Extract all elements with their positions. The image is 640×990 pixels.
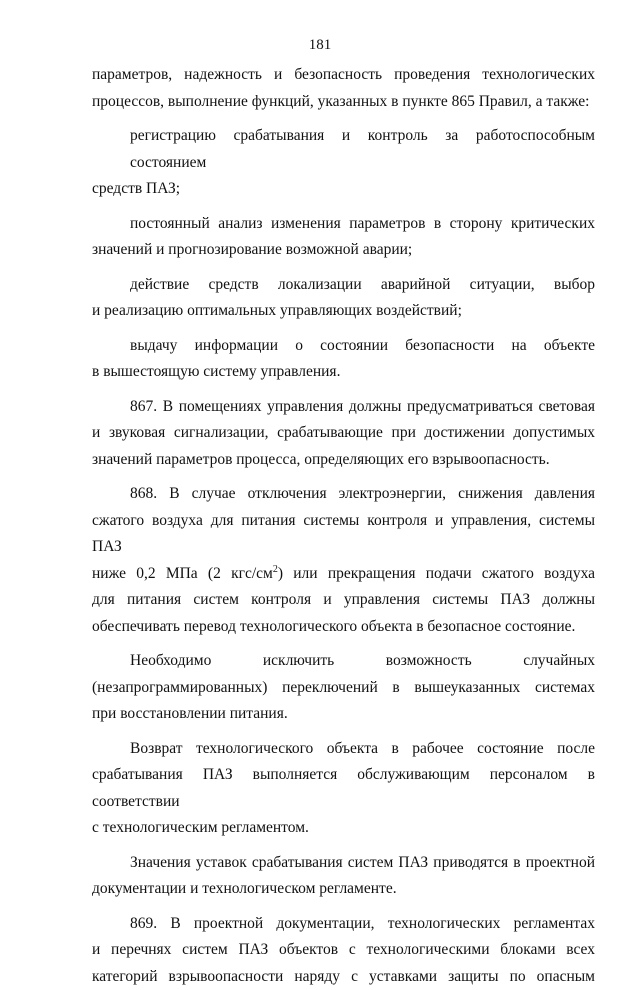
text-line: значений параметров процесса, определяющих его взрывоопасность.	[92, 447, 595, 474]
text-line: документации и технологическом регламенте.	[92, 876, 595, 903]
text-line: в вышестоящую систему управления.	[92, 359, 595, 386]
text-line: процессов, выполнение функций, указанных в пункте 865 Правил, а также:	[92, 89, 595, 116]
text-line: категорий взрывоопасности наряду с уставками защиты по опасным	[92, 964, 595, 990]
text-line: действие средств локализации аварийной ситуации, выбор	[92, 272, 595, 299]
paragraph-1	[92, 62, 595, 115]
paragraph-869	[92, 911, 595, 990]
text-line: 869. В проектной документации, технологических регламентах	[92, 911, 595, 938]
paragraph-8	[92, 648, 595, 728]
text-line: для питания систем контроля и управления системы ПАЗ должны	[92, 587, 595, 614]
page-number: 181	[0, 36, 640, 54]
text-segment: ) или прекращения подачи сжатого воздуха	[278, 565, 595, 582]
text-line: выдачу информации о состоянии безопасности на объекте	[92, 333, 595, 360]
text-line: Необходимо исключить возможность случайных	[92, 648, 595, 675]
text-line: значений и прогнозирование возможной аварии;	[92, 237, 595, 264]
text-line: параметров, надежность и безопасность проведения технологических	[92, 62, 595, 89]
text-line: Значения уставок срабатывания систем ПАЗ приводятся в проектной	[92, 850, 595, 877]
paragraph-5	[92, 333, 595, 386]
paragraph-867	[92, 394, 595, 474]
text-line: и звуковая сигнализации, срабатывающие при достижении допустимых	[92, 420, 595, 447]
paragraph-868	[92, 481, 595, 640]
paragraph-2	[92, 123, 595, 203]
paragraph-3	[92, 211, 595, 264]
paragraph-4	[92, 272, 595, 325]
document-body	[92, 62, 595, 990]
text-line-with-superscript	[92, 561, 595, 588]
text-line: сжатого воздуха для питания системы контроля и управления, системы ПАЗ	[92, 508, 595, 561]
text-line: и перечнях систем ПАЗ объектов с технологическими блоками всех	[92, 937, 595, 964]
text-line: регистрацию срабатывания и контроль за работоспособным состоянием	[92, 123, 595, 176]
text-line: 868. В случае отключения электроэнергии, снижения давления	[92, 481, 595, 508]
text-line: и реализацию оптимальных управляющих воздействий;	[92, 298, 595, 325]
text-line: срабатывания ПАЗ выполняется обслуживающим персоналом в соответствии	[92, 762, 595, 815]
superscript: 2	[273, 563, 278, 574]
text-line: (незапрограммированных) переключений в вышеуказанных системах	[92, 675, 595, 702]
text-segment: ниже 0,2 МПа (2 кгс/см	[92, 565, 273, 582]
text-line: 867. В помещениях управления должны предусматриваться световая	[92, 394, 595, 421]
text-line: обеспечивать перевод технологического объекта в безопасное состояние.	[92, 614, 595, 641]
text-line: постоянный анализ изменения параметров в сторону критических	[92, 211, 595, 238]
text-line: Возврат технологического объекта в рабочее состояние после	[92, 736, 595, 763]
text-line: при восстановлении питания.	[92, 701, 595, 728]
text-line: средств ПАЗ;	[92, 176, 595, 203]
paragraph-10	[92, 850, 595, 903]
text-line: с технологическим регламентом.	[92, 815, 595, 842]
paragraph-9	[92, 736, 595, 842]
